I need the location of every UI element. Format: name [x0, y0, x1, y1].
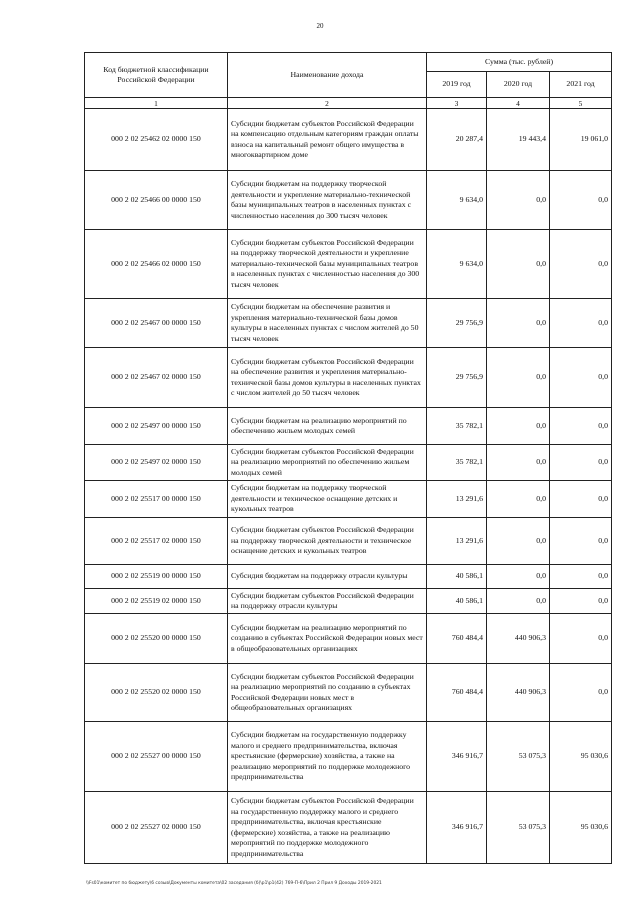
row-value-2021: 0,0: [550, 299, 612, 348]
table-row: [85, 792, 612, 864]
row-name: Субсидии бюджетам на реализацию мероприятий по созданию в субъектах Российской Федерации новых мест в общеобразовательных организациях: [228, 614, 427, 664]
row-name: Субсидии бюджетам субъектов Российской Федерации на поддержку творческой деятельности и техническое оснащение детских и кукольных театров: [228, 518, 427, 565]
row-value-2019: 35 782,1: [427, 445, 487, 481]
column-number: 5: [550, 98, 612, 109]
row-value-2020: 0,0: [487, 589, 550, 614]
table-row: [85, 408, 612, 445]
row-value-2021: 0,0: [550, 589, 612, 614]
row-value-2019: 9 634,0: [427, 171, 487, 230]
row-value-2019: 346 916,7: [427, 792, 487, 864]
row-value-2021: 0,0: [550, 518, 612, 565]
row-value-2019: 35 782,1: [427, 408, 487, 445]
row-code: 000 2 02 25520 00 0000 150: [85, 614, 228, 664]
row-value-2021: 0,0: [550, 445, 612, 481]
table-row: [85, 565, 612, 589]
row-code: 000 2 02 25527 02 0000 150: [85, 792, 228, 864]
page-number: 20: [316, 22, 324, 30]
row-value-2021: 0,0: [550, 565, 612, 589]
row-value-2020: 0,0: [487, 171, 550, 230]
row-value-2019: 760 484,4: [427, 614, 487, 664]
row-value-2021: 95 030,6: [550, 792, 612, 864]
table-row: [85, 299, 612, 348]
row-value-2020: 0,0: [487, 230, 550, 299]
row-value-2019: 40 586,1: [427, 565, 487, 589]
header-year-2020: 2020 год: [487, 72, 550, 98]
row-value-2020: 53 075,3: [487, 722, 550, 792]
table-row: [85, 589, 612, 614]
row-value-2021: 0,0: [550, 230, 612, 299]
table-row: [85, 171, 612, 230]
table-row: [85, 481, 612, 518]
header-name: Наименование дохода: [228, 53, 427, 98]
row-code: 000 2 02 25466 02 0000 150: [85, 230, 228, 299]
row-code: 000 2 02 25517 00 0000 150: [85, 481, 228, 518]
row-name: Субсидии бюджетам субъектов Российской Федерации на реализацию мероприятий по созданию в субъектах Российской Федерации новых мест в общеобразовательных организациях: [228, 664, 427, 722]
table-row: [85, 445, 612, 481]
row-value-2020: 0,0: [487, 408, 550, 445]
header-code: Код бюджетной классификации Российской Федерации: [85, 53, 228, 98]
row-value-2019: 20 287,4: [427, 109, 487, 171]
row-name: Субсидии бюджетам на обеспечение развития и укрепления материально-технической базы домов культуры в населенных пунктах с числом жителей до 50 тысяч человек: [228, 299, 427, 348]
table-row: [85, 614, 612, 664]
row-code: 000 2 02 25520 02 0000 150: [85, 664, 228, 722]
row-value-2020: 0,0: [487, 348, 550, 408]
row-name: Субсидии бюджетам на государственную поддержку малого и среднего предпринимательства, включая крестьянские (фермерские) хозяйства, а также на реализацию мероприятий по поддержке молодежного предпринимательства: [228, 722, 427, 792]
row-value-2019: 760 484,4: [427, 664, 487, 722]
row-name: Субсидии бюджетам субъектов Российской Федерации на поддержку отрасли культуры: [228, 589, 427, 614]
row-code: 000 2 02 25517 02 0000 150: [85, 518, 228, 565]
row-code: 000 2 02 25467 00 0000 150: [85, 299, 228, 348]
table-row: [85, 518, 612, 565]
row-value-2020: 53 075,3: [487, 792, 550, 864]
row-name: Субсидии бюджетам субъектов Российской Федерации на поддержку творческой деятельности и укрепление материально-технической базы муниципальных театров в населенных пунктах с численностью населения до 300 тысяч человек: [228, 230, 427, 299]
row-value-2021: 0,0: [550, 171, 612, 230]
row-value-2020: 440 906,3: [487, 614, 550, 664]
row-name: Субсидии бюджетам на поддержку творческой деятельности и техническое оснащение детских и кукольных театров: [228, 481, 427, 518]
header-year-2021: 2021 год: [550, 72, 612, 98]
table-row: [85, 230, 612, 299]
row-value-2021: 0,0: [550, 481, 612, 518]
column-number: 2: [228, 98, 427, 109]
row-value-2020: 0,0: [487, 565, 550, 589]
row-value-2019: 13 291,6: [427, 518, 487, 565]
row-value-2019: 346 916,7: [427, 722, 487, 792]
column-number: 3: [427, 98, 487, 109]
row-name: Субсидии бюджетам субъектов Российской Федерации на государственную поддержку малого и среднего предпринимательства, включая крестьянские (фермерские) хозяйства, а также на реализацию мероприятий по поддержке молодежного предпринимательства: [228, 792, 427, 864]
row-code: 000 2 02 25462 02 0000 150: [85, 109, 228, 171]
row-code: 000 2 02 25497 00 0000 150: [85, 408, 228, 445]
row-name: Субсидии бюджетам субъектов Российской Федерации на реализацию мероприятий по обеспечению жильем молодых семей: [228, 445, 427, 481]
row-value-2021: 0,0: [550, 348, 612, 408]
column-number: 1: [85, 98, 228, 109]
row-value-2021: 0,0: [550, 408, 612, 445]
row-value-2021: 95 030,6: [550, 722, 612, 792]
row-value-2019: 13 291,6: [427, 481, 487, 518]
row-value-2019: 29 756,9: [427, 299, 487, 348]
row-name: Субсидии бюджетам субъектов Российской Федерации на компенсацию отдельным категориям граждан оплаты взноса на капитальный ремонт общего имущества в многоквартирном доме: [228, 109, 427, 171]
row-name: Субсидии бюджетам на поддержку творческой деятельности и укрепление материально-технической базы муниципальных театров в населенных пунктах с численностью населения до 300 тысяч человек: [228, 171, 427, 230]
table-row: [85, 664, 612, 722]
row-code: 000 2 02 25527 00 0000 150: [85, 722, 228, 792]
row-code: 000 2 02 25519 00 0000 150: [85, 565, 228, 589]
header-sum: Сумма (тыс. рублей): [427, 53, 612, 72]
row-name: Субсидии бюджетам на реализацию мероприятий по обеспечению жильем молодых семей: [228, 408, 427, 445]
row-code: 000 2 02 25466 00 0000 150: [85, 171, 228, 230]
row-code: 000 2 02 25497 02 0000 150: [85, 445, 228, 481]
table-row: [85, 109, 612, 171]
row-value-2021: 0,0: [550, 614, 612, 664]
row-value-2020: 0,0: [487, 445, 550, 481]
row-value-2021: 0,0: [550, 664, 612, 722]
row-name: Субсидии бюджетам субъектов Российской Федерации на обеспечение развития и укрепления материально-технической базы домов культуры в населенных пунктах с числом жителей до 50 тысяч человек: [228, 348, 427, 408]
row-value-2020: 0,0: [487, 518, 550, 565]
revenue-table: [84, 52, 612, 864]
footer-file-path: \\Fs01\комитет по бюджету\6 созыв\Документы комитета\02 заседания (б)\р1\р1(42) 769-П-6\Прил 2 Прил 9 Доходы 2019-2021: [86, 881, 382, 886]
row-code: 000 2 02 25519 02 0000 150: [85, 589, 228, 614]
column-number: 4: [487, 98, 550, 109]
row-code: 000 2 02 25467 02 0000 150: [85, 348, 228, 408]
row-value-2019: 29 756,9: [427, 348, 487, 408]
row-value-2020: 0,0: [487, 481, 550, 518]
header-year-2019: 2019 год: [427, 72, 487, 98]
table-row: [85, 348, 612, 408]
row-value-2020: 440 906,3: [487, 664, 550, 722]
row-value-2019: 40 586,1: [427, 589, 487, 614]
row-name: Субсидия бюджетам на поддержку отрасли культуры: [228, 565, 427, 589]
row-value-2020: 0,0: [487, 299, 550, 348]
row-value-2020: 19 443,4: [487, 109, 550, 171]
row-value-2019: 9 634,0: [427, 230, 487, 299]
table-row: [85, 722, 612, 792]
row-value-2021: 19 061,0: [550, 109, 612, 171]
